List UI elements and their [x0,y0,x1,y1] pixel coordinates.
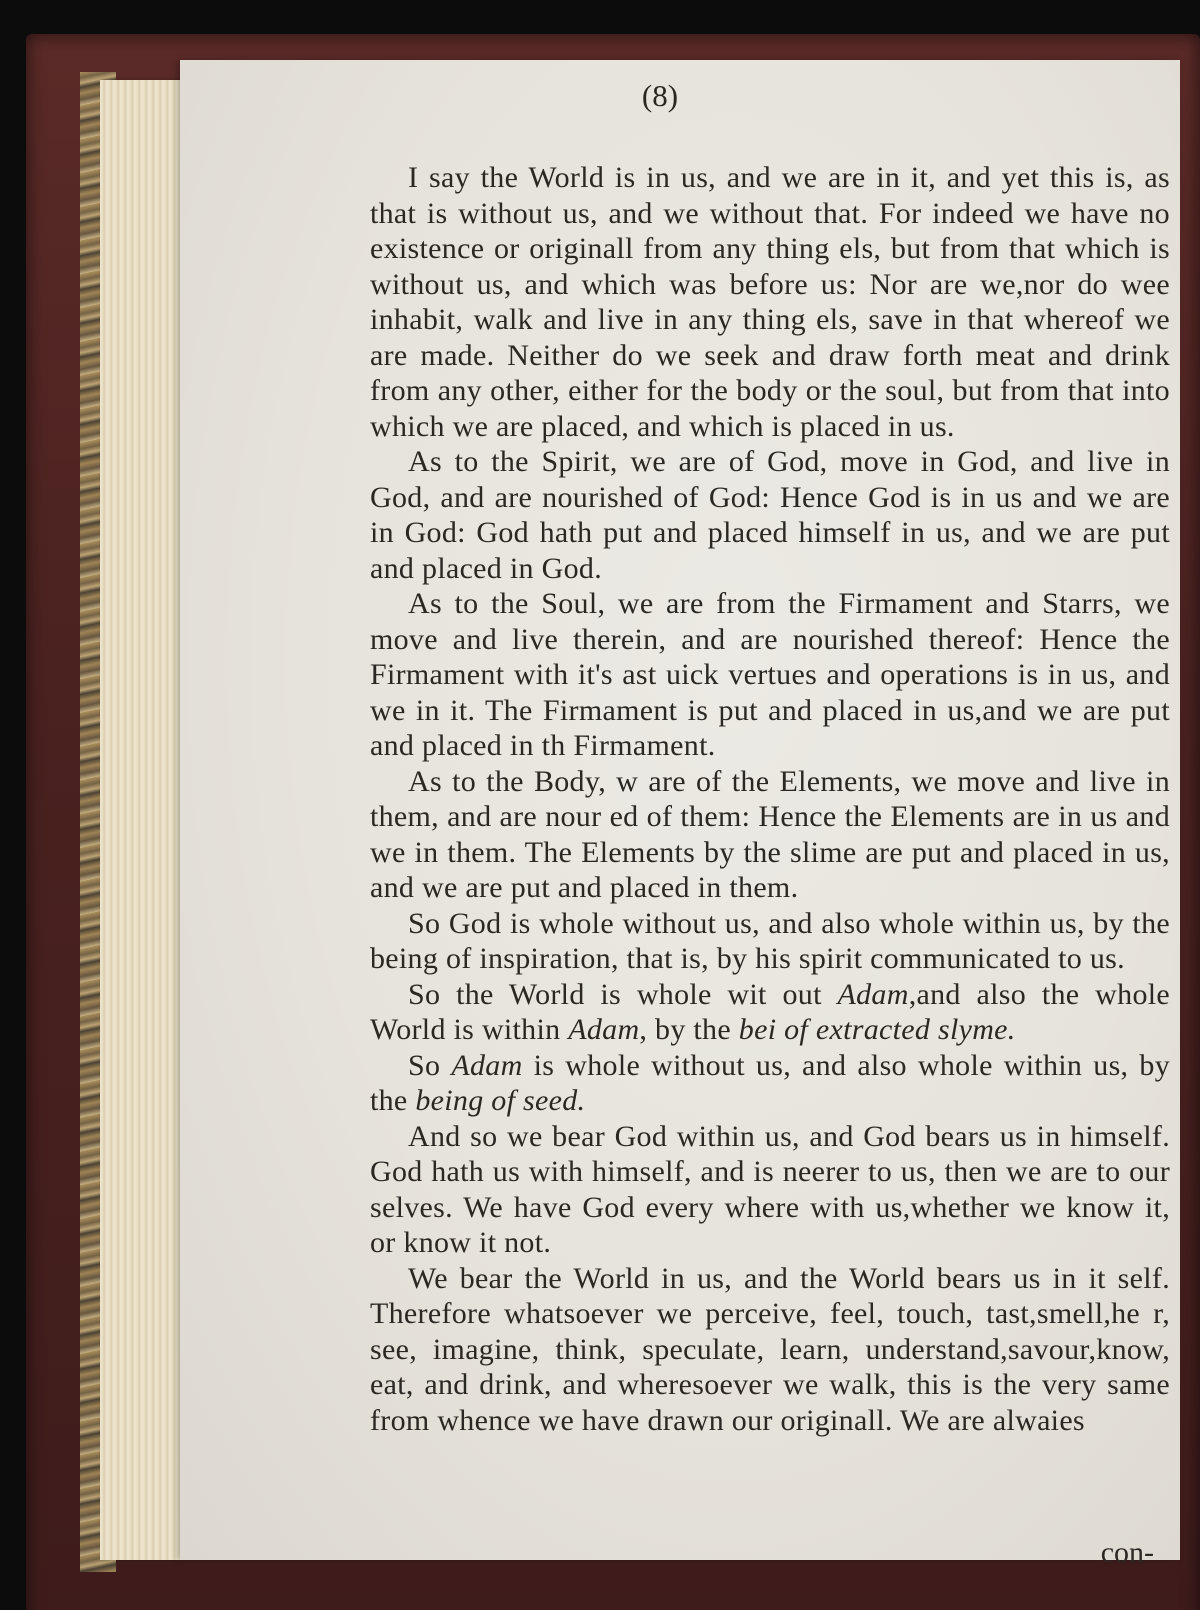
paragraph [370,1119,1170,1261]
italic-text: being of seed. [415,1084,586,1117]
text-segment: So the World is whole wit out [408,977,838,1011]
catchword: con- [1100,1536,1154,1569]
italic-text: bei of extracted slyme. [738,1013,1016,1046]
paragraph [370,586,1170,764]
text-segment: So God is whole without us, and also whole within us, by the being of inspiration, that is, by his spirit communicated to us. [370,906,1170,975]
paragraph [370,906,1170,977]
italic-text: Adam [568,1013,640,1046]
page-number: (8) [641,78,679,113]
text-segment: So [408,1048,452,1082]
paragraph [370,764,1170,906]
paragraph [370,1048,1170,1119]
paragraph [370,160,1170,444]
book-page [180,60,1180,1569]
text-block [370,160,1170,1438]
italic-text: Adam [451,1048,523,1082]
text-segment: As to the Spirit, we are of God, move in God, and live in God, and are nourished of God: Hence God is in us and we are in God: God hath put and placed himself in us, and we are put and placed in God. [370,445,1170,585]
text-segment: And so we bear God within us, and God bears us in himself. God hath us with himself, and is neerer to us, then we are to our selves. We have God every where with us,whether we know it, or know it not. [370,1119,1170,1259]
text-segment: As to the Soul, we are from the Firmament and Starrs, we move and live therein, and are nourished thereof: Hence the Firmament with it's ast uick vertues and operations is in us, and we in it. The Firmament is put and placed in us,and we are put and placed in th Firmament. [370,587,1170,762]
page-edges [100,80,180,1560]
italic-text: Adam [837,977,909,1011]
paragraph [370,977,1170,1048]
text-segment: ,and also the whole World is within [370,977,1170,1046]
text-segment: I say the World is in us, and we are in it, and yet this is, as that is without us, and we without that. For indeed we have no existence or originall from any thing els, but from that which is without us, and which was before us: Nor are we,nor do wee inhabit, walk and live in any thing els, save in that whereof we are made. Neither do we seek and draw forth meat and drink from any other, either for the body or the soul, but from that into which we are placed, and which is placed in us. [370,161,1170,443]
text-segment: , by the [639,1013,739,1046]
paragraph [370,444,1170,586]
paragraph [370,1261,1170,1439]
text-segment: We bear the World in us, and the World bears us in it self. Therefore whatsoever we perceive, feel, touch, tast,smell,he r, see, imagine, think, speculate, learn, understand,savour,know, eat, and drink, and wheresoever we walk, this is the very same from whence we have drawn our originall. We are alwaies [370,1261,1170,1437]
text-segment: is whole without us, and also whole within us, by the [370,1048,1170,1117]
text-segment: As to the Body, w are of the Elements, we move and live in them, and are nour ed of them: Hence the Elements are in us and we in them. The Elements by the slime are put and placed in us, and we are put and placed in them. [370,764,1170,904]
